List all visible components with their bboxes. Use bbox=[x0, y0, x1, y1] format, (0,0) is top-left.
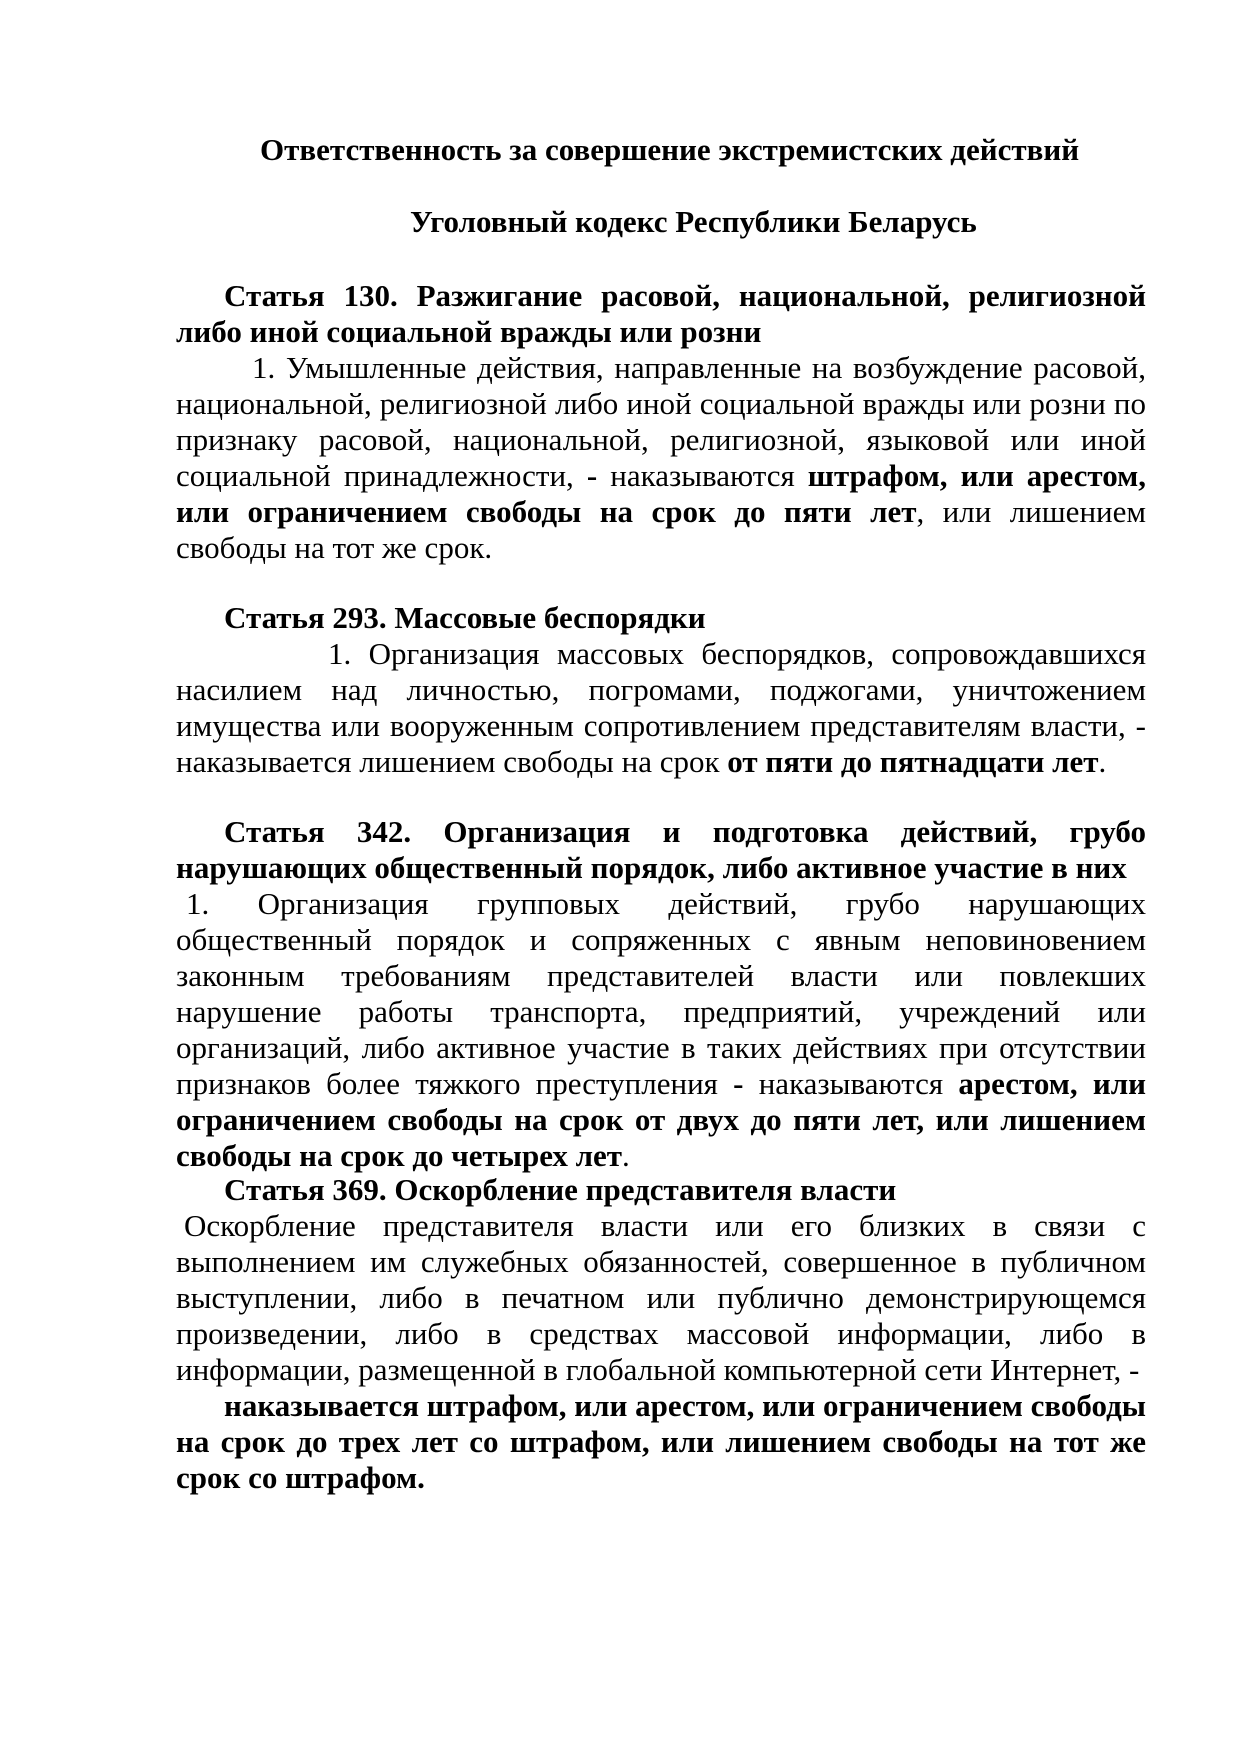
article-text-bold: - bbox=[733, 1066, 759, 1101]
article-heading: Статья 293. Массовые беспорядки bbox=[224, 600, 706, 635]
article-text-bold: - bbox=[586, 458, 611, 493]
article-body bbox=[176, 886, 1146, 1174]
article-heading: Статья 342. Организация и подготовка действий, грубо нарушающих общественный порядок, либо активное участие в них bbox=[176, 814, 1146, 885]
article-text: наказываются bbox=[758, 1066, 959, 1101]
article-text: , или лишением свободы на тот же срок. bbox=[176, 494, 1146, 565]
article-heading: Статья 130. Разжигание расовой, национальной, религиозной либо иной социальной вражды или розни bbox=[176, 278, 1146, 349]
article-text: наказываются bbox=[610, 458, 808, 493]
article-body bbox=[176, 350, 1146, 566]
article-penalty-bold: от пяти до пятнадцати лет bbox=[727, 744, 1099, 779]
article-342 bbox=[176, 814, 1146, 1174]
article-130 bbox=[176, 278, 1146, 566]
document-title: Ответственность за совершение экстремистских действий bbox=[260, 132, 1080, 167]
article-body bbox=[176, 636, 1146, 780]
article-penalty-bold: наказывается штрафом, или арестом, или ограничением свободы на срок до трех лет со штрафом, или лишением свободы на тот же срок со штрафом. bbox=[176, 1388, 1147, 1495]
article-penalty-bold: штрафом, или арестом, или ограничением свободы на срок до пяти лет bbox=[176, 458, 1147, 529]
article-body: Оскорбление представителя власти или его близких в связи с выполнением им служебных обязанностей, совершенное в публичном выступлении, либо в печатном или публично демонстрирующемся произведении, либо в средствах массовой информации, либо в информации, размещенной в глобальной компьютерной сети Интернет, - bbox=[176, 1208, 1146, 1387]
article-heading: Статья 369. Оскорбление представителя власти bbox=[224, 1172, 897, 1207]
article-text: 1. Умышленные действия, направленные на возбуждение расовой, национальной, религиозной либо иной социальной вражды или розни по признаку расовой, национальной, религиозной, языковой или иной социальной принадлежности, bbox=[176, 350, 1146, 493]
document-subtitle: Уголовный кодекс Республики Беларусь bbox=[410, 204, 977, 239]
article-369 bbox=[176, 1172, 1146, 1496]
article-293 bbox=[176, 600, 1146, 780]
article-penalty-bold: арестом, или ограничением свободы на срок от двух до пяти лет, или лишением свободы на срок до четырех лет bbox=[176, 1066, 1146, 1173]
article-text: 1. Организация массовых беспорядков, сопровождавшихся насилием над личностью, погромами, поджогами, уничтожением имущества или вооруженным сопротивлением представителям власти, - наказывается лишением свободы на срок bbox=[176, 636, 1146, 779]
article-text: 1. Организация групповых действий, грубо нарушающих общественный порядок и сопряженных с явным неповиновением законным требованиям представителей власти или повлекших нарушение работы транспорта, предприятий, учреждений или организаций, либо активное участие в таких действиях при отсутствии признаков более тяжкого преступления bbox=[176, 886, 1146, 1101]
article-text: . bbox=[621, 1138, 630, 1173]
article-text: . bbox=[1098, 744, 1107, 779]
